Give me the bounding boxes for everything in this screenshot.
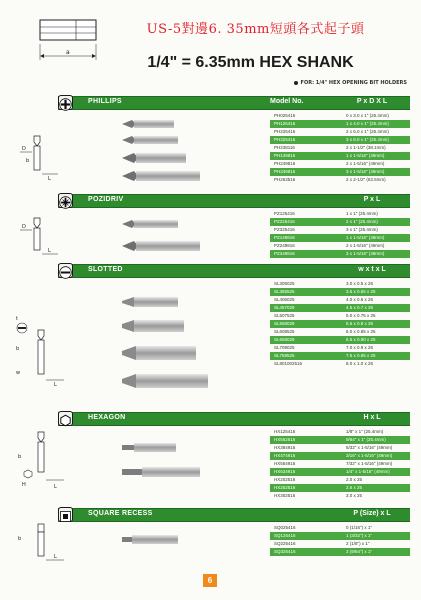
- size-spec: 5/32" x 1-5/16" (49mm): [346, 445, 393, 450]
- model-number: PH238116: [274, 145, 295, 150]
- size-spec: 7.0 x 0.9 x 25: [346, 345, 374, 350]
- table-row: [270, 304, 410, 312]
- model-number: PH249816: [274, 161, 296, 166]
- table-row: [270, 296, 410, 304]
- table-row: [270, 336, 410, 344]
- size-column-header: w x t x L: [358, 266, 386, 273]
- model-number: HX252516: [274, 485, 296, 490]
- size-spec: 7/32" x 1-5/16" (49mm): [346, 461, 393, 466]
- size-spec: 3 x 8.0 x 1" (25.4mm): [346, 137, 389, 142]
- model-number: SL659025: [274, 337, 295, 342]
- page-title-english: 1/4" = 6.35mm HEX SHANK: [147, 54, 354, 71]
- model-number: PZ349816: [274, 251, 295, 256]
- table-row: [270, 484, 410, 492]
- table-row: [270, 492, 410, 500]
- model-number: SL355525: [274, 289, 295, 294]
- table-row: [270, 352, 410, 360]
- phillips-cross-icon: [58, 95, 73, 110]
- header-diagram-label: a: [66, 49, 70, 56]
- size-spec: 1 x 1-5/16" (49mm): [346, 235, 385, 240]
- section-header-band: [58, 194, 410, 208]
- hexagon-icon: [58, 411, 73, 426]
- diagram-label: b: [26, 158, 30, 164]
- size-spec: 2 x 1-1/2" (38.1mm): [346, 145, 386, 150]
- size-spec: 0 x 3.0 x 1" (25.4mm): [346, 113, 389, 118]
- model-number: PZ225416: [274, 219, 295, 224]
- model-number: SL801002516: [274, 361, 303, 366]
- table-row: [270, 532, 410, 540]
- model-number: SQ025416: [274, 525, 296, 530]
- table-row: [270, 428, 410, 436]
- diagram-label: b: [18, 454, 22, 460]
- table-row: [270, 128, 410, 136]
- size-spec: 8.0 x 1.0 x 25: [346, 361, 374, 366]
- table-row: [270, 476, 410, 484]
- model-number: PH325416: [274, 137, 296, 142]
- size-spec: 3 x 1-5/16" (49mm): [346, 251, 385, 256]
- table-row: [270, 344, 410, 352]
- size-spec: 3 x 1-5/16" (49mm): [346, 169, 385, 174]
- model-number: SL305025: [274, 281, 295, 286]
- diagram-label: L: [54, 554, 57, 560]
- spec-table: [270, 524, 410, 556]
- model-number: HX302516: [274, 493, 296, 498]
- square-recess-bit-diagram: [14, 520, 74, 564]
- table-row: [270, 280, 410, 288]
- size-spec: 2 x 1-5/16" (49mm): [346, 161, 385, 166]
- table-row: [270, 218, 410, 226]
- table-row: [270, 226, 410, 234]
- size-spec: 3.5 x 0.55 x 25: [346, 289, 376, 294]
- hexagon-bit-diagram: [14, 428, 74, 492]
- diagram-label: t: [16, 316, 18, 322]
- model-number: PH025416: [274, 113, 296, 118]
- size-spec: 1 x 4.0 x 1" (25.4mm): [346, 121, 389, 126]
- size-spec: 5.0 x 0.75 x 25: [346, 313, 376, 318]
- table-row: [270, 160, 410, 168]
- size-spec: 1 x 1-5/16" (49mm): [346, 153, 385, 158]
- model-number: HX384916: [274, 445, 296, 450]
- pozidriv-bit-diagram: [18, 216, 70, 258]
- diagram-label: D: [22, 224, 26, 230]
- square-recess-bit-photo: [118, 528, 214, 550]
- table-row: [270, 548, 410, 556]
- diagram-label: L: [54, 382, 57, 388]
- size-spec: 2.0 x 25: [346, 477, 363, 482]
- model-number: HX202516: [274, 477, 296, 482]
- table-row: [270, 176, 410, 184]
- model-number: HX474916: [274, 453, 296, 458]
- size-spec: 7.5 x 0.95 x 25: [346, 353, 376, 358]
- size-spec: 2 x 1-5/16" (49mm): [346, 243, 385, 248]
- table-row: [270, 320, 410, 328]
- table-row: [270, 168, 410, 176]
- model-number: SL406025: [274, 297, 295, 302]
- model-number: HX554916: [274, 461, 296, 466]
- section-header-band: [58, 264, 410, 278]
- section-title: PHILLIPS: [88, 98, 122, 105]
- size-spec: 9/64" x 1" (25.4mm): [346, 437, 386, 442]
- model-number: PZ149816: [274, 235, 295, 240]
- table-row: [270, 540, 410, 548]
- size-spec: 3/16" x 1-5/16" (49mm): [346, 453, 393, 458]
- table-row: [270, 112, 410, 120]
- model-number: PH349816: [274, 169, 296, 174]
- model-number: SL507525: [274, 313, 295, 318]
- section-title: POZIDRIV: [88, 196, 124, 203]
- diagram-label: L: [48, 248, 51, 254]
- slotted-line-icon: [58, 263, 73, 278]
- model-number: HX562516: [274, 437, 296, 442]
- diagram-label: b: [16, 346, 20, 352]
- size-spec: 4.0 x 0.6 x 25: [346, 297, 374, 302]
- diagram-label: b: [18, 536, 22, 542]
- table-row: [270, 468, 410, 476]
- section-hexagon: [58, 412, 410, 498]
- holder-note: [294, 80, 407, 86]
- spec-table: [270, 112, 410, 184]
- slotted-bit-diagram: [14, 316, 74, 388]
- size-spec: 6.5 x 0.90 x 25: [346, 337, 376, 342]
- model-number: SL558025: [274, 321, 295, 326]
- size-spec: 2 x 1" (25.4mm): [346, 219, 378, 224]
- model-number: HX634916: [274, 469, 296, 474]
- page-title-chinese: US-5對邊6. 35mm短頭各式起子頭: [146, 22, 365, 37]
- table-row: [270, 210, 410, 218]
- size-spec: 3 x 1" (25.4mm): [346, 227, 378, 232]
- section-title: SQUARE RECESS: [88, 510, 153, 517]
- hexagon-bit-photo: [118, 436, 214, 496]
- size-spec: 2 x 2-1/2" (63.5mm): [346, 177, 386, 182]
- table-row: [270, 460, 410, 468]
- size-spec: 5.5 x 0.8 x 25: [346, 321, 374, 326]
- diagram-label: H: [22, 482, 26, 488]
- table-row: [270, 524, 410, 532]
- table-row: [270, 152, 410, 160]
- table-row: [270, 234, 410, 242]
- model-number: PZ325416: [274, 227, 295, 232]
- model-number: PZ249816: [274, 243, 295, 248]
- size-spec: 3.0 x 25: [346, 493, 363, 498]
- table-row: [270, 312, 410, 320]
- model-number: SQ325416: [274, 549, 296, 554]
- size-spec: 4.5 x 0.7 x 25: [346, 305, 374, 310]
- size-spec: 6.0 x 0.85 x 25: [346, 329, 376, 334]
- diagram-label: D: [22, 146, 26, 152]
- size-spec: 2 x 6.0 x 1" (25.4mm): [346, 129, 389, 134]
- holder-note-text: FOR: 1/4" HEX OPENING BIT HOLDERS: [300, 80, 407, 86]
- section-header-band: [58, 412, 410, 426]
- size-column-header: P (Size) x L: [353, 510, 391, 517]
- spec-table: [270, 210, 410, 258]
- model-number: PH149816: [274, 153, 296, 158]
- table-row: [270, 328, 410, 336]
- section-header-band: [58, 508, 410, 522]
- model-number: SL608525: [274, 329, 295, 334]
- table-row: [270, 288, 410, 296]
- diagram-label: L: [48, 176, 51, 182]
- spec-table: [270, 428, 410, 500]
- model-number: SL709025: [274, 345, 295, 350]
- model-number: SQ125416: [274, 533, 296, 538]
- table-row: [270, 250, 410, 258]
- size-column-header: P x D X L: [356, 98, 388, 105]
- model-number: PH225416: [274, 129, 296, 134]
- size-spec: 2 (1/8") x 1": [346, 541, 370, 546]
- bullet-icon: [294, 81, 298, 85]
- diagram-label: w: [16, 370, 21, 376]
- table-row: [270, 242, 410, 250]
- model-number: PZ125416: [274, 211, 295, 216]
- section-header-band: [58, 96, 410, 110]
- model-number: HX125416: [274, 429, 296, 434]
- size-spec: 3.0 x 0.5 x 25: [346, 281, 374, 286]
- model-number: SL759525: [274, 353, 295, 358]
- pozidriv-star-icon: [58, 193, 73, 208]
- model-number: SL457025: [274, 305, 295, 310]
- table-row: [270, 144, 410, 152]
- slotted-bit-photo: [118, 290, 214, 400]
- size-spec: 1 x 1" (25.4mm): [346, 211, 378, 216]
- section-title: SLOTTED: [88, 266, 123, 273]
- section-phillips: [58, 96, 410, 182]
- size-spec: 1/8" x 1" (25.4mm): [346, 429, 384, 434]
- table-row: [270, 444, 410, 452]
- table-row: [270, 436, 410, 444]
- spec-table: [270, 280, 410, 368]
- table-row: [270, 136, 410, 144]
- section-square-recess: [58, 508, 410, 554]
- size-spec: 1 (3/32") x 1": [346, 533, 372, 538]
- size-spec: 2.5 x 25: [346, 485, 363, 490]
- table-row: [270, 452, 410, 460]
- model-number: PH263516: [274, 177, 296, 182]
- model-number: PH125416: [274, 121, 296, 126]
- phillips-bit-photo: [118, 110, 214, 194]
- section-pozidriv: [58, 194, 410, 256]
- model-column-header: Model No.: [270, 98, 304, 105]
- table-row: [270, 120, 410, 128]
- diagram-label: L: [54, 484, 57, 490]
- size-spec: 1/4" x 1-5/16" (49mm): [346, 469, 390, 474]
- section-title: HEXAGON: [88, 414, 126, 421]
- model-number: SQ225416: [274, 541, 296, 546]
- size-column-header: H x L: [363, 414, 381, 421]
- size-spec: 3 (9/64") x 1": [346, 549, 372, 554]
- pozidriv-bit-photo: [118, 212, 214, 264]
- section-slotted: [58, 264, 410, 366]
- table-row: [270, 360, 410, 368]
- size-spec: 0 (1/16") x 1": [346, 525, 372, 530]
- phillips-bit-diagram: [18, 132, 70, 182]
- page-number: 6: [203, 574, 217, 587]
- size-column-header: P x L: [363, 196, 381, 203]
